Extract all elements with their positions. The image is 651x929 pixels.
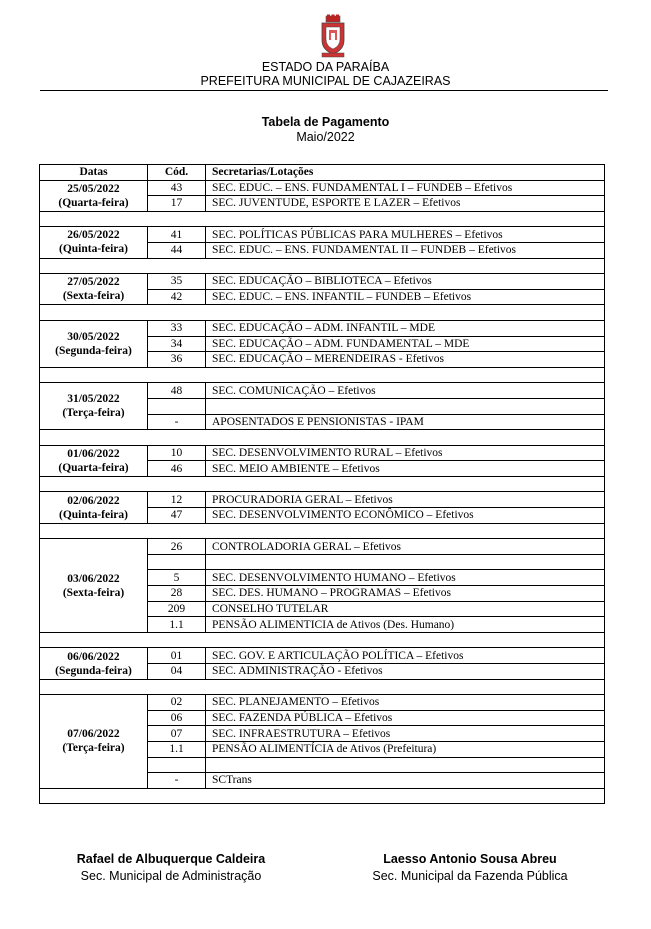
separator-row — [40, 258, 605, 274]
column-header-code: Cód. — [148, 165, 206, 181]
signatory-role: Sec. Municipal de Administração — [80, 869, 262, 883]
code-cell: 1.1 — [148, 617, 206, 633]
table-row — [40, 227, 605, 243]
separator-row — [40, 211, 605, 227]
code-cell: 10 — [148, 445, 206, 461]
payment-weekday: (Sexta-feira) — [62, 586, 125, 599]
department-cell: SEC. EDUCAÇÃO – ADM. INFANTIL – MDE — [206, 320, 605, 336]
column-header-dept: Secretarias/Lotações — [206, 165, 605, 181]
separator-cell — [40, 476, 605, 492]
payment-weekday: (Segunda-feira) — [55, 344, 132, 357]
department-cell: SEC. EDUCAÇÃO – BIBLIOTECA – Efetivos — [206, 274, 605, 290]
code-cell: 02 — [148, 695, 206, 711]
payment-weekday: (Quinta-feira) — [59, 508, 128, 521]
code-cell: 28 — [148, 586, 206, 602]
payment-date: 30/05/2022 — [67, 330, 120, 343]
payment-weekday: (Terça-feira) — [62, 742, 125, 755]
state-name: ESTADO DA PARAÍBA — [261, 60, 390, 74]
signatory-name: Rafael de Albuquerque Caldeira — [76, 852, 266, 866]
table-row — [40, 445, 605, 461]
payment-date-cell — [40, 227, 148, 258]
separator-cell — [40, 211, 605, 227]
department-cell: SEC. EDUC. – ENS. FUNDAMENTAL II – FUNDEB – Efetivos — [206, 242, 605, 258]
payment-weekday: (Quarta-feira) — [58, 196, 129, 209]
code-cell: 41 — [148, 227, 206, 243]
code-cell: - — [148, 414, 206, 430]
payment-weekday: (Sexta-feira) — [62, 290, 125, 303]
payment-date-cell — [40, 320, 148, 367]
payment-date-cell — [40, 180, 148, 211]
department-cell: PENSÃO ALIMENTICIA de Ativos (Des. Humano) — [206, 617, 605, 633]
payment-date: 02/06/2022 — [67, 494, 120, 507]
code-cell — [148, 554, 206, 570]
code-cell — [148, 398, 206, 414]
separator-row — [40, 679, 605, 695]
code-cell: 42 — [148, 289, 206, 305]
department-cell: SEC. POLÍTICAS PÚBLICAS PARA MULHERES – Efetivos — [206, 227, 605, 243]
table-row — [40, 274, 605, 290]
department-cell: SEC. EDUCAÇÃO – MERENDEIRAS - Efetivos — [206, 352, 605, 368]
table-row — [40, 695, 605, 711]
document-title: Tabela de Pagamento — [261, 115, 390, 129]
payment-date-cell — [40, 695, 148, 789]
payment-date: 25/05/2022 — [67, 182, 120, 195]
separator-row — [40, 523, 605, 539]
signatory-name: Laesso Antonio Sousa Abreu — [383, 852, 557, 866]
column-header-date: Datas — [40, 165, 148, 181]
code-cell: 33 — [148, 320, 206, 336]
separator-cell — [40, 367, 605, 383]
department-cell: SEC. PLANEJAMENTO – Efetivos — [206, 695, 605, 711]
department-cell: SCTrans — [206, 773, 605, 789]
department-cell: SEC. EDUCAÇÃO – ADM. FUNDAMENTAL – MDE — [206, 336, 605, 352]
payment-weekday: (Quinta-feira) — [59, 243, 128, 256]
department-cell: SEC. FAZENDA PÚBLICA – Efetivos — [206, 710, 605, 726]
separator-cell — [40, 305, 605, 321]
table-row — [40, 648, 605, 664]
department-cell — [206, 398, 605, 414]
payment-date: 26/05/2022 — [67, 229, 120, 242]
code-cell: 43 — [148, 180, 206, 196]
table-row — [40, 383, 605, 399]
coat-of-arms-icon — [318, 14, 348, 58]
separator-cell — [40, 258, 605, 274]
separator-cell — [40, 788, 605, 804]
department-cell: SEC. MEIO AMBIENTE – Efetivos — [206, 461, 605, 477]
code-cell: 48 — [148, 383, 206, 399]
separator-cell — [40, 523, 605, 539]
table-row — [40, 539, 605, 555]
payment-date: 01/06/2022 — [67, 447, 120, 460]
separator-cell — [40, 632, 605, 648]
code-cell: 44 — [148, 242, 206, 258]
code-cell: 1.1 — [148, 741, 206, 757]
payment-date-cell — [40, 274, 148, 305]
department-cell: SEC. DES. HUMANO – PROGRAMAS – Efetivos — [206, 586, 605, 602]
payment-date: 27/05/2022 — [67, 276, 120, 289]
code-cell: 01 — [148, 648, 206, 664]
code-cell — [148, 757, 206, 773]
code-cell: 5 — [148, 570, 206, 586]
code-cell: 46 — [148, 461, 206, 477]
payment-date-cell — [40, 648, 148, 679]
separator-cell — [40, 679, 605, 695]
code-cell: 35 — [148, 274, 206, 290]
code-cell: 04 — [148, 664, 206, 680]
document-subtitle: Maio/2022 — [296, 130, 355, 144]
department-cell: CONSELHO TUTELAR — [206, 601, 605, 617]
payment-date: 07/06/2022 — [67, 728, 120, 741]
separator-row — [40, 430, 605, 446]
table-row — [40, 492, 605, 508]
payment-weekday: (Quarta-feira) — [58, 461, 129, 474]
department-cell — [206, 757, 605, 773]
department-cell: SEC. COMUNICAÇÃO – Efetivos — [206, 383, 605, 399]
table-header-row — [40, 165, 605, 181]
department-cell: SEC. DESENVOLVIMENTO HUMANO – Efetivos — [206, 570, 605, 586]
separator-row — [40, 632, 605, 648]
table-body — [40, 180, 605, 804]
payment-date-cell — [40, 383, 148, 430]
payment-date: 31/05/2022 — [67, 393, 120, 406]
department-cell: CONTROLADORIA GERAL – Efetivos — [206, 539, 605, 555]
separator-row — [40, 367, 605, 383]
code-cell: 26 — [148, 539, 206, 555]
department-cell: APOSENTADOS E PENSIONISTAS - IPAM — [206, 414, 605, 430]
department-cell: SEC. EDUC. – ENS. FUNDAMENTAL I – FUNDEB – Efetivos — [206, 180, 605, 196]
code-cell: 17 — [148, 196, 206, 212]
department-cell: SEC. ADMINISTRAÇÃO - Efetivos — [206, 664, 605, 680]
code-cell: 06 — [148, 710, 206, 726]
code-cell: 47 — [148, 508, 206, 524]
payment-date-cell — [40, 492, 148, 523]
signatory-role: Sec. Municipal da Fazenda Pública — [372, 869, 568, 883]
department-cell: SEC. GOV. E ARTICULAÇÃO POLÍTICA – Efetivos — [206, 648, 605, 664]
department-cell: SEC. EDUC. – ENS. INFANTIL – FUNDEB – Efetivos — [206, 289, 605, 305]
code-cell: 209 — [148, 601, 206, 617]
code-cell: - — [148, 773, 206, 789]
department-cell — [206, 554, 605, 570]
table-row — [40, 180, 605, 196]
department-cell: SEC. DESENVOLVIMENTO RURAL – Efetivos — [206, 445, 605, 461]
code-cell: 07 — [148, 726, 206, 742]
separator-row — [40, 788, 605, 804]
payment-date-cell — [40, 445, 148, 476]
department-cell: SEC. INFRAESTRUTURA – Efetivos — [206, 726, 605, 742]
department-cell: SEC. DESENVOLVIMENTO ECONÔMICO – Efetivos — [206, 508, 605, 524]
table-row — [40, 320, 605, 336]
header-divider — [40, 90, 608, 91]
code-cell: 12 — [148, 492, 206, 508]
code-cell: 36 — [148, 352, 206, 368]
signature-administration — [31, 851, 311, 885]
payment-date: 06/06/2022 — [67, 650, 120, 663]
payment-date: 03/06/2022 — [67, 572, 120, 585]
payment-weekday: (Segunda-feira) — [55, 664, 132, 677]
department-cell: PENSÃO ALIMENTÍCIA de Ativos (Prefeitura) — [206, 741, 605, 757]
payment-weekday: (Terça-feira) — [62, 407, 125, 420]
separator-row — [40, 305, 605, 321]
department-cell: PROCURADORIA GERAL – Efetivos — [206, 492, 605, 508]
separator-row — [40, 476, 605, 492]
department-cell: SEC. JUVENTUDE, ESPORTE E LAZER – Efetivos — [206, 196, 605, 212]
signature-finance — [330, 851, 610, 885]
payment-date-cell — [40, 539, 148, 633]
separator-cell — [40, 430, 605, 446]
code-cell: 34 — [148, 336, 206, 352]
payment-table — [39, 164, 605, 804]
prefecture-name: PREFEITURA MUNICIPAL DE CAJAZEIRAS — [200, 74, 451, 88]
